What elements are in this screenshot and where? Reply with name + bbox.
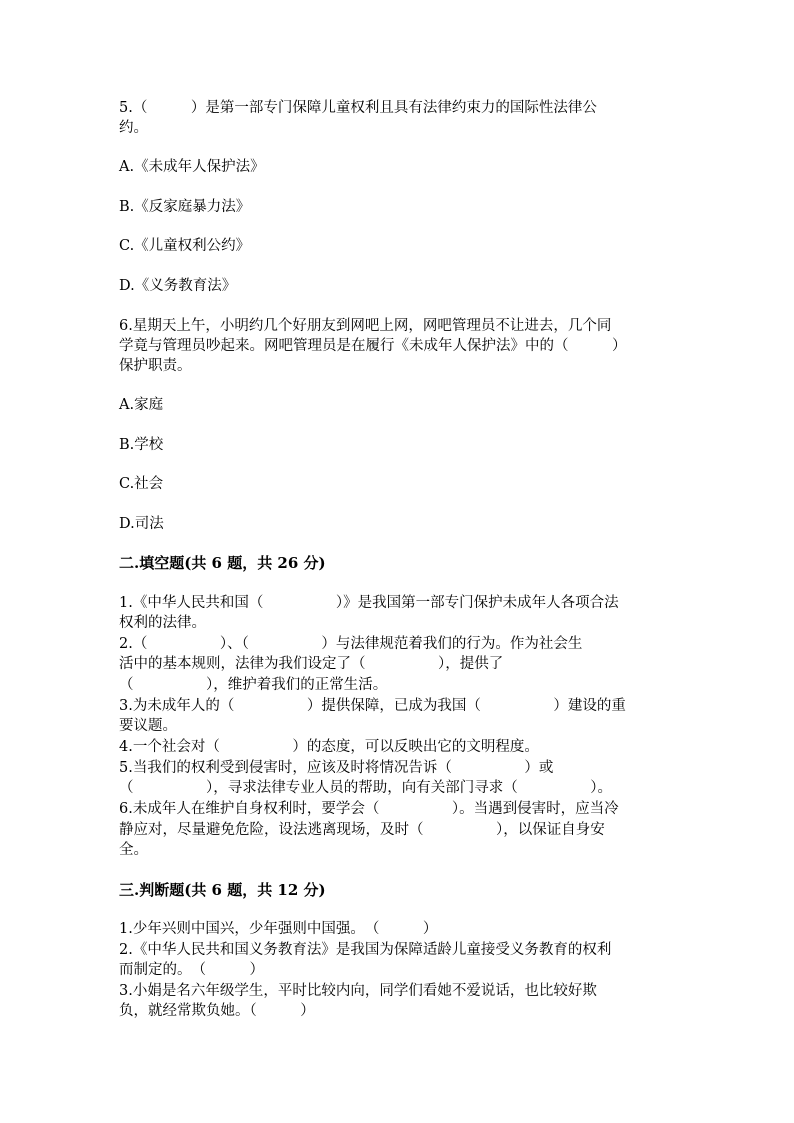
judge-line: 1.少年兴则中国兴，少年强则中国强。 （ ）	[119, 921, 438, 937]
fill-blank-line: 1.《中华人民共和国（ ）》是我国第一部专门保护未成年人各项合法	[119, 595, 619, 611]
fill-blank-line: 要议题。	[119, 718, 177, 734]
question-6-text-end: 保护职责。	[119, 358, 192, 374]
fill-blank-line: 全。	[119, 842, 148, 858]
judge-line: 3.小娟是名六年级学生，平时比较内向，同学们看她不爱说话，也比较好欺	[119, 983, 597, 999]
question-6-option-b: B.学校	[119, 437, 164, 453]
question-6-option-a: A.家庭	[119, 397, 164, 413]
judge-line: 2.《中华人民共和国义务教育法》是我国为保障适龄儿童接受义务教育的权利	[119, 942, 612, 958]
fill-blank-line: 4.一个社会对（ ）的态度，可以反映出它的文明程度。	[119, 739, 539, 755]
question-6-text: 6.星期天上午，小明约几个好朋友到网吧上网，网吧管理员不让进去，几个同	[119, 318, 612, 334]
fill-blank-line: 权利的法律。	[119, 615, 206, 631]
fill-blank-line: 3.为未成年人的（ ）提供保障，已成为我国（ ）建设的重	[119, 698, 626, 714]
question-6-option-d: D.司法	[119, 516, 164, 532]
section-2-title: 二.填空题(共 6 题，共 26 分)	[119, 554, 326, 572]
question-5-text-cont: 约。	[119, 120, 148, 136]
fill-blank-line: 6.未成年人在维护自身权利时，要学会（ ）。当遇到侵害时，应当冷	[119, 801, 619, 817]
question-5-option-d: D.《义务教育法》	[119, 278, 237, 294]
question-6-text-cont: 学竟与管理员吵起来。网吧管理员是在履行《未成年人保护法》中的（ ）	[119, 338, 627, 354]
judge-line: 而制定的。 （ ）	[119, 962, 264, 978]
fill-blank-line: 静应对，尽量避免危险，设法逃离现场，及时（ ），以保证自身安	[119, 822, 605, 838]
fill-blank-line: 5.当我们的权利受到侵害时，应该及时将情况告诉（ ）或	[119, 760, 554, 776]
question-5-option-a: A.《未成年人保护法》	[119, 159, 265, 175]
question-6-option-c: C.社会	[119, 476, 164, 492]
fill-blank-line: 活中的基本规则，法律为我们设定了（ ），提供了	[119, 656, 504, 672]
section-3-title: 三.判断题(共 6 题，共 12 分)	[119, 881, 326, 899]
question-5-option-b: B.《反家庭暴力法》	[119, 199, 251, 215]
fill-blank-line: （ ），寻求法律专业人员的帮助，向有关部门寻求（ ）。	[119, 780, 612, 796]
question-5-text: 5.（ ）是第一部专门保障儿童权利且具有法律约束力的国际性法律公	[119, 100, 597, 116]
fill-blank-line: 2.（ ）、（ ）与法律规范着我们的行为。作为社会生	[119, 636, 583, 652]
question-5-option-c: C.《儿童权利公约》	[119, 238, 251, 254]
judge-line: 负，就经常欺负她。（ ）	[119, 1003, 315, 1019]
fill-blank-line: （ ），维护着我们的正常生活。	[119, 677, 388, 693]
